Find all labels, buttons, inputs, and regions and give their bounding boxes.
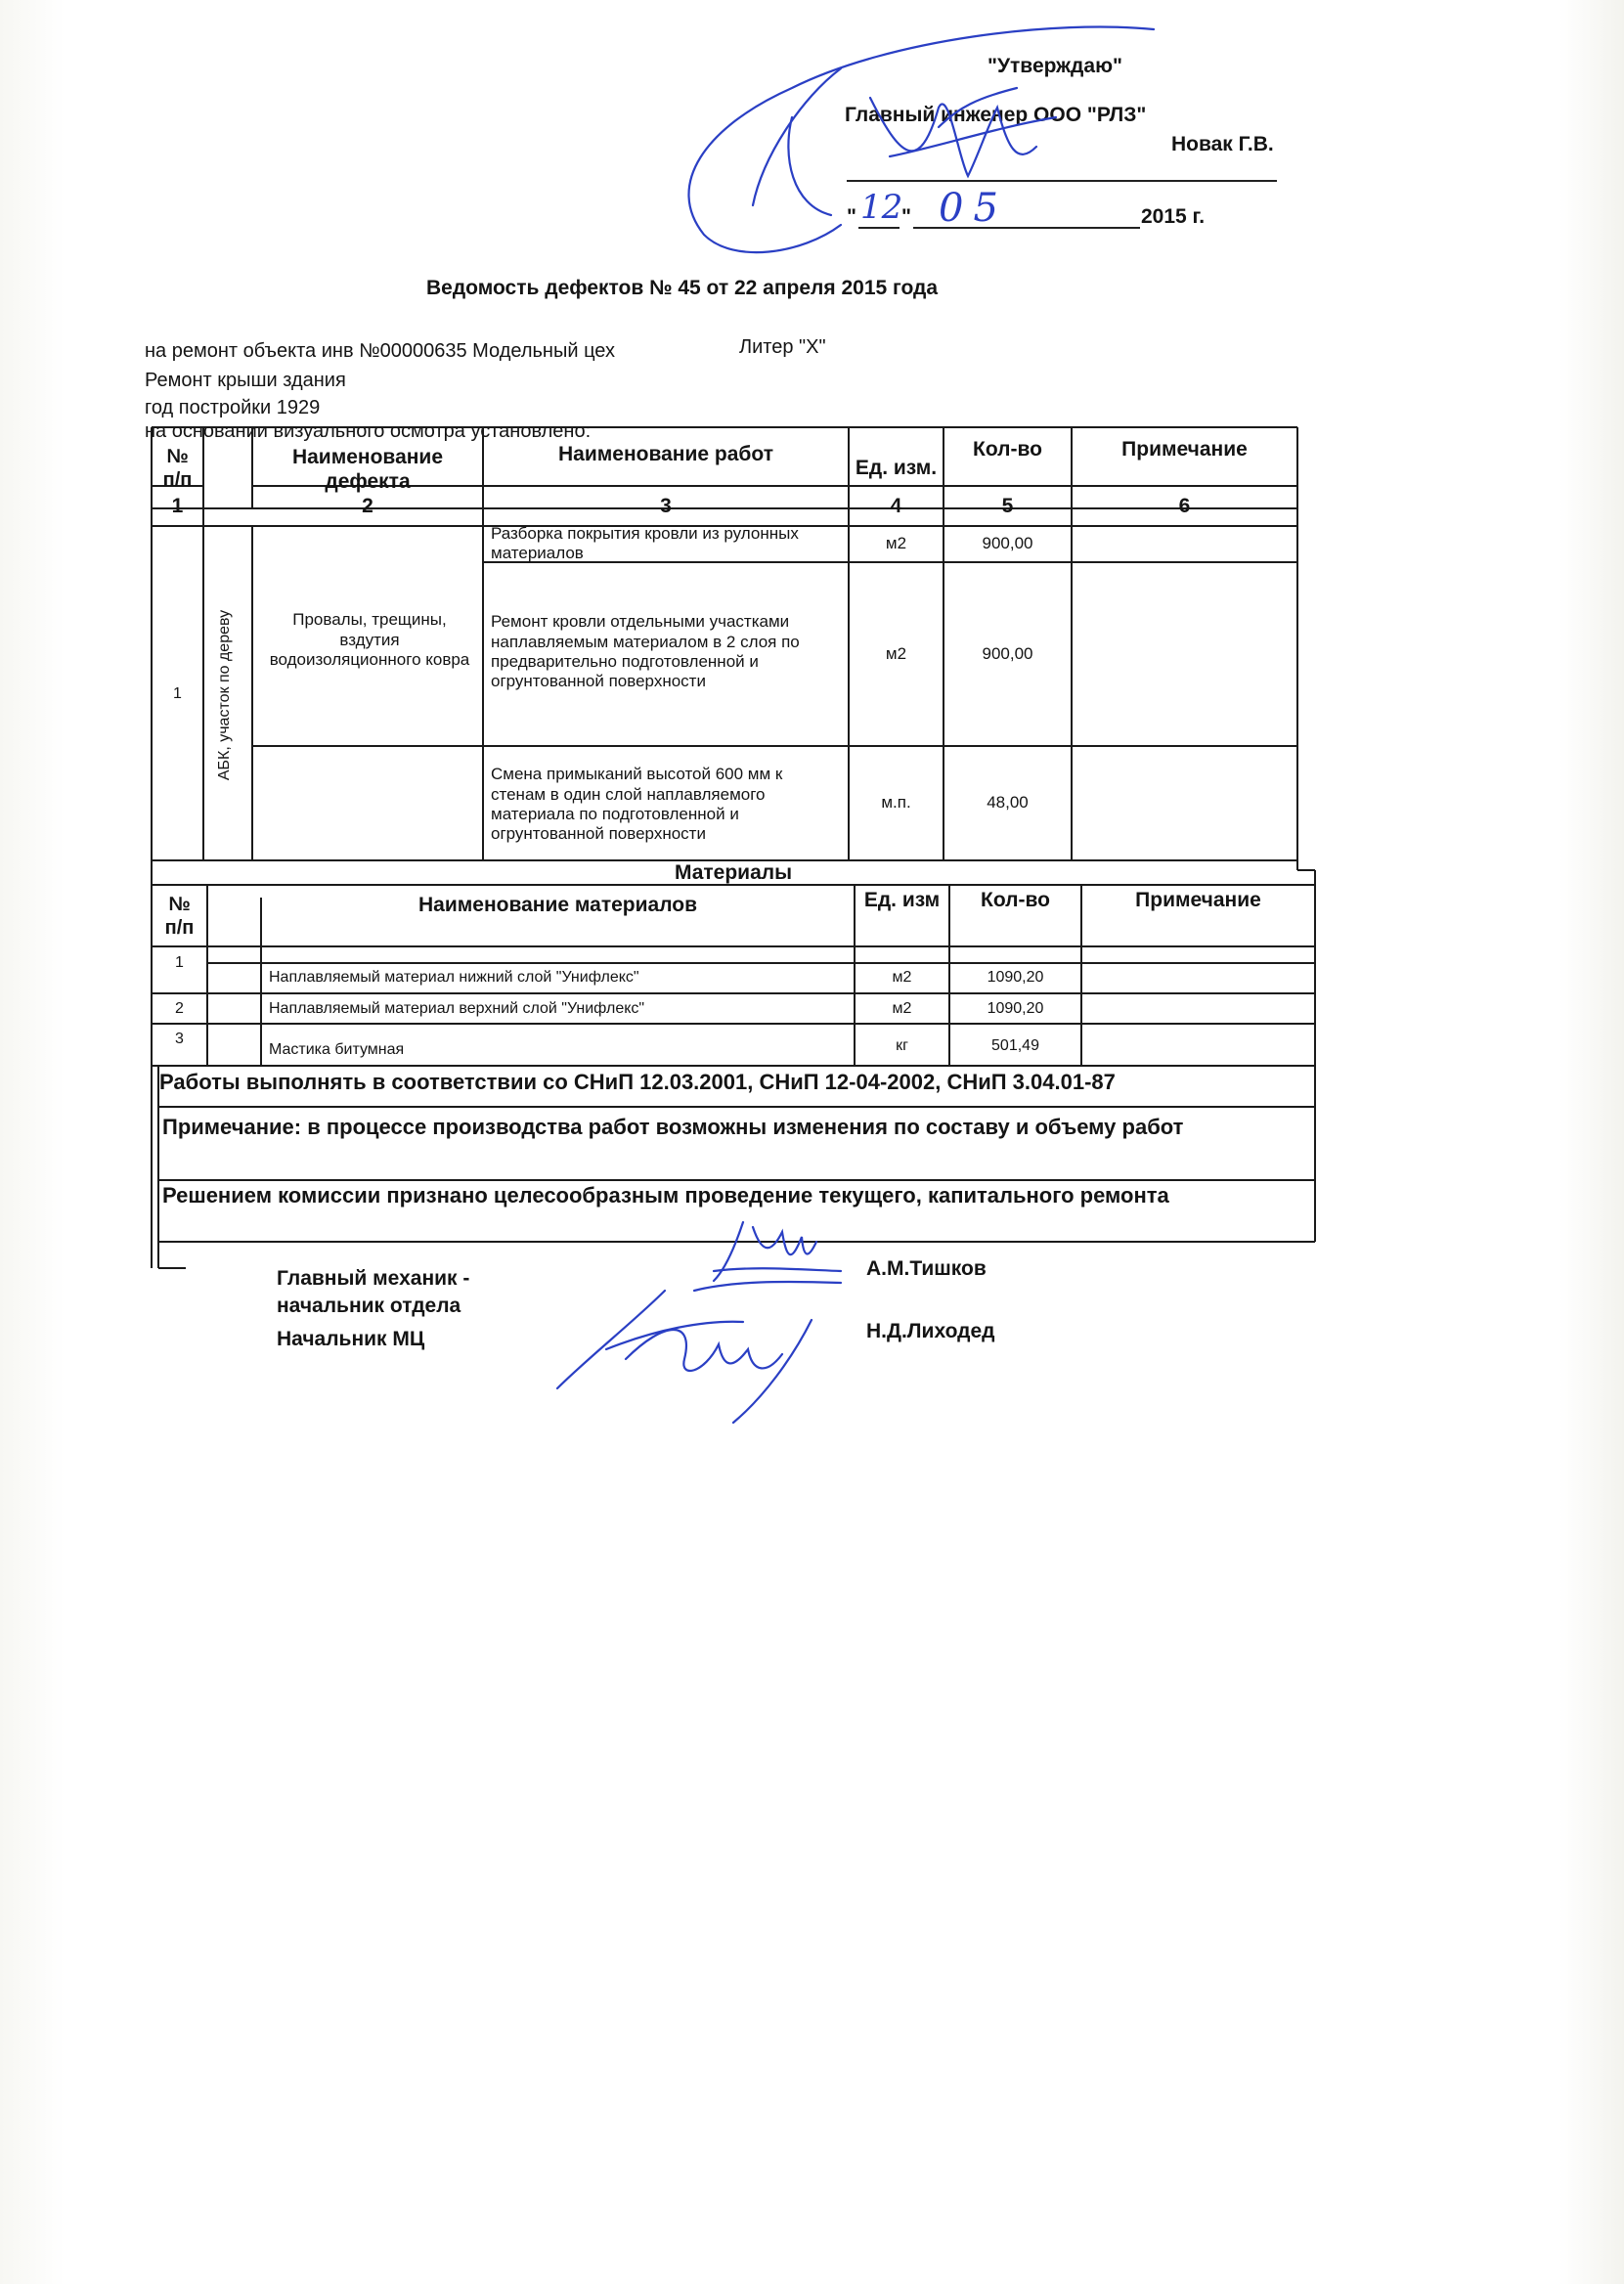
work-row-3-name: Смена примыканий высотой 600 мм к стенам в один слой наплавляемого материала по подготовленной и огрунтованной поверхности bbox=[491, 765, 783, 844]
mc-title: Начальник МЦ bbox=[277, 1328, 425, 1350]
work-row-2-unit: м2 bbox=[885, 643, 907, 663]
info-work: Ремонт крыши здания bbox=[145, 370, 346, 391]
work-row-3-unit: м.п. bbox=[881, 793, 911, 813]
approval-date-quote-close: " bbox=[901, 205, 911, 228]
defects-header-works: Наименование работ bbox=[558, 443, 773, 466]
approval-date-year: 2015 г. bbox=[1141, 205, 1206, 228]
material-row-1-note bbox=[1081, 962, 1315, 993]
col-number-5: 5 bbox=[1001, 495, 1014, 518]
materials-header-note: Примечание bbox=[1135, 889, 1261, 912]
approval-title: "Утверждаю" bbox=[988, 55, 1122, 77]
approval-date-quote-open: " bbox=[847, 205, 856, 228]
work-row-3-note bbox=[1072, 746, 1297, 860]
material-row-2-num: 2 bbox=[175, 999, 184, 1017]
work-row-3-qty: 48,00 bbox=[987, 793, 1029, 813]
material-row-1-qty: 1090,20 bbox=[987, 969, 1044, 987]
defects-header-note: Примечание bbox=[1121, 438, 1248, 461]
work-row-1-note bbox=[1072, 526, 1297, 562]
material-row-2-note bbox=[1081, 993, 1315, 1024]
defect-description: Провалы, трещины, вздутия водоизоляционного ковра bbox=[269, 610, 470, 670]
info-object: на ремонт объекта инв №00000635 Модельный цех bbox=[145, 340, 615, 362]
decision-note: Решением комиссии признано целесообразным проведение текущего, капитального ремонта bbox=[162, 1183, 1169, 1208]
info-liter: Литер "Х" bbox=[739, 336, 826, 358]
col-number-4: 4 bbox=[890, 495, 902, 518]
material-row-3-qty: 501,49 bbox=[991, 1037, 1039, 1055]
col-number-3: 3 bbox=[660, 495, 672, 518]
col-number-6: 6 bbox=[1178, 495, 1191, 518]
col-number-2: 2 bbox=[362, 495, 373, 518]
standards-note: Работы выполнять в соответствии со СНиП 12.03.2001, СНиП 12-04-2002, СНиП 3.04.01-87 bbox=[159, 1070, 1116, 1094]
work-row-1-qty: 900,00 bbox=[982, 534, 1033, 553]
col-number-1: 1 bbox=[171, 495, 184, 518]
mc-name: Н.Д.Лиходед bbox=[866, 1320, 995, 1342]
work-row-2-name: Ремонт кровли отдельными участками наплавляемым материалом в 2 слоя по предварительно подготовленной и огрунтованной поверхности bbox=[491, 612, 800, 691]
work-row-1-unit: м2 bbox=[885, 534, 907, 553]
defects-header-num: № п/п bbox=[162, 446, 193, 491]
signatures-scribbles bbox=[548, 1212, 900, 1428]
defects-header-qty: Кол-во bbox=[973, 438, 1042, 461]
remark-note: Примечание: в процессе производства работ возможны изменения по составу и объему работ bbox=[162, 1115, 1184, 1139]
material-row-3-num: 3 bbox=[175, 1031, 184, 1048]
defects-header-unit: Ед. изм. bbox=[855, 457, 938, 480]
approval-position: Главный инженер ООО "РЛЗ" bbox=[845, 104, 1147, 126]
material-row-1-num: 1 bbox=[175, 954, 184, 972]
defect-row-num: 1 bbox=[173, 685, 182, 703]
mech-title-line-1: Главный механик - bbox=[277, 1267, 470, 1290]
approval-name: Новак Г.В. bbox=[1171, 133, 1274, 155]
material-row-3-unit: кг bbox=[896, 1037, 908, 1055]
approval-date-day: 12 bbox=[860, 188, 903, 227]
defect-section: АБК, участок по дереву bbox=[216, 609, 233, 781]
materials-header-num: № п/п bbox=[164, 894, 195, 939]
work-row-2-note bbox=[1072, 562, 1297, 746]
material-row-3-note bbox=[1081, 1031, 1315, 1062]
approval-date-month: 05 bbox=[939, 186, 1008, 231]
material-row-3-name: Мастика битумная bbox=[269, 1041, 405, 1059]
materials-header-qty: Кол-во bbox=[981, 889, 1050, 912]
work-row-2-qty: 900,00 bbox=[982, 643, 1033, 663]
mech-name: А.М.Тишков bbox=[866, 1257, 987, 1280]
info-basis: на основании визуального осмотра установлено: bbox=[145, 420, 592, 442]
material-row-1-name: Наплавляемый материал нижний слой "Унифлекс" bbox=[269, 969, 639, 987]
materials-title: Материалы bbox=[674, 861, 793, 885]
mech-title-line-2: начальник отдела bbox=[277, 1295, 461, 1317]
materials-header-name: Наименование материалов bbox=[417, 894, 698, 917]
material-row-2-name: Наплавляемый материал верхний слой "Унифлекс" bbox=[269, 999, 645, 1017]
material-row-2-qty: 1090,20 bbox=[987, 999, 1044, 1017]
work-row-1-name: Разборка покрытия кровли из рулонных материалов bbox=[491, 523, 799, 562]
defects-header-defect: Наименование дефекта bbox=[291, 445, 444, 493]
info-year: год постройки 1929 bbox=[145, 397, 321, 418]
material-row-2-unit: м2 bbox=[892, 999, 912, 1017]
materials-header-unit: Ед. изм bbox=[863, 889, 941, 912]
material-row-1-unit: м2 bbox=[892, 969, 912, 987]
document-title: Ведомость дефектов № 45 от 22 апреля 2015 года bbox=[426, 277, 939, 299]
